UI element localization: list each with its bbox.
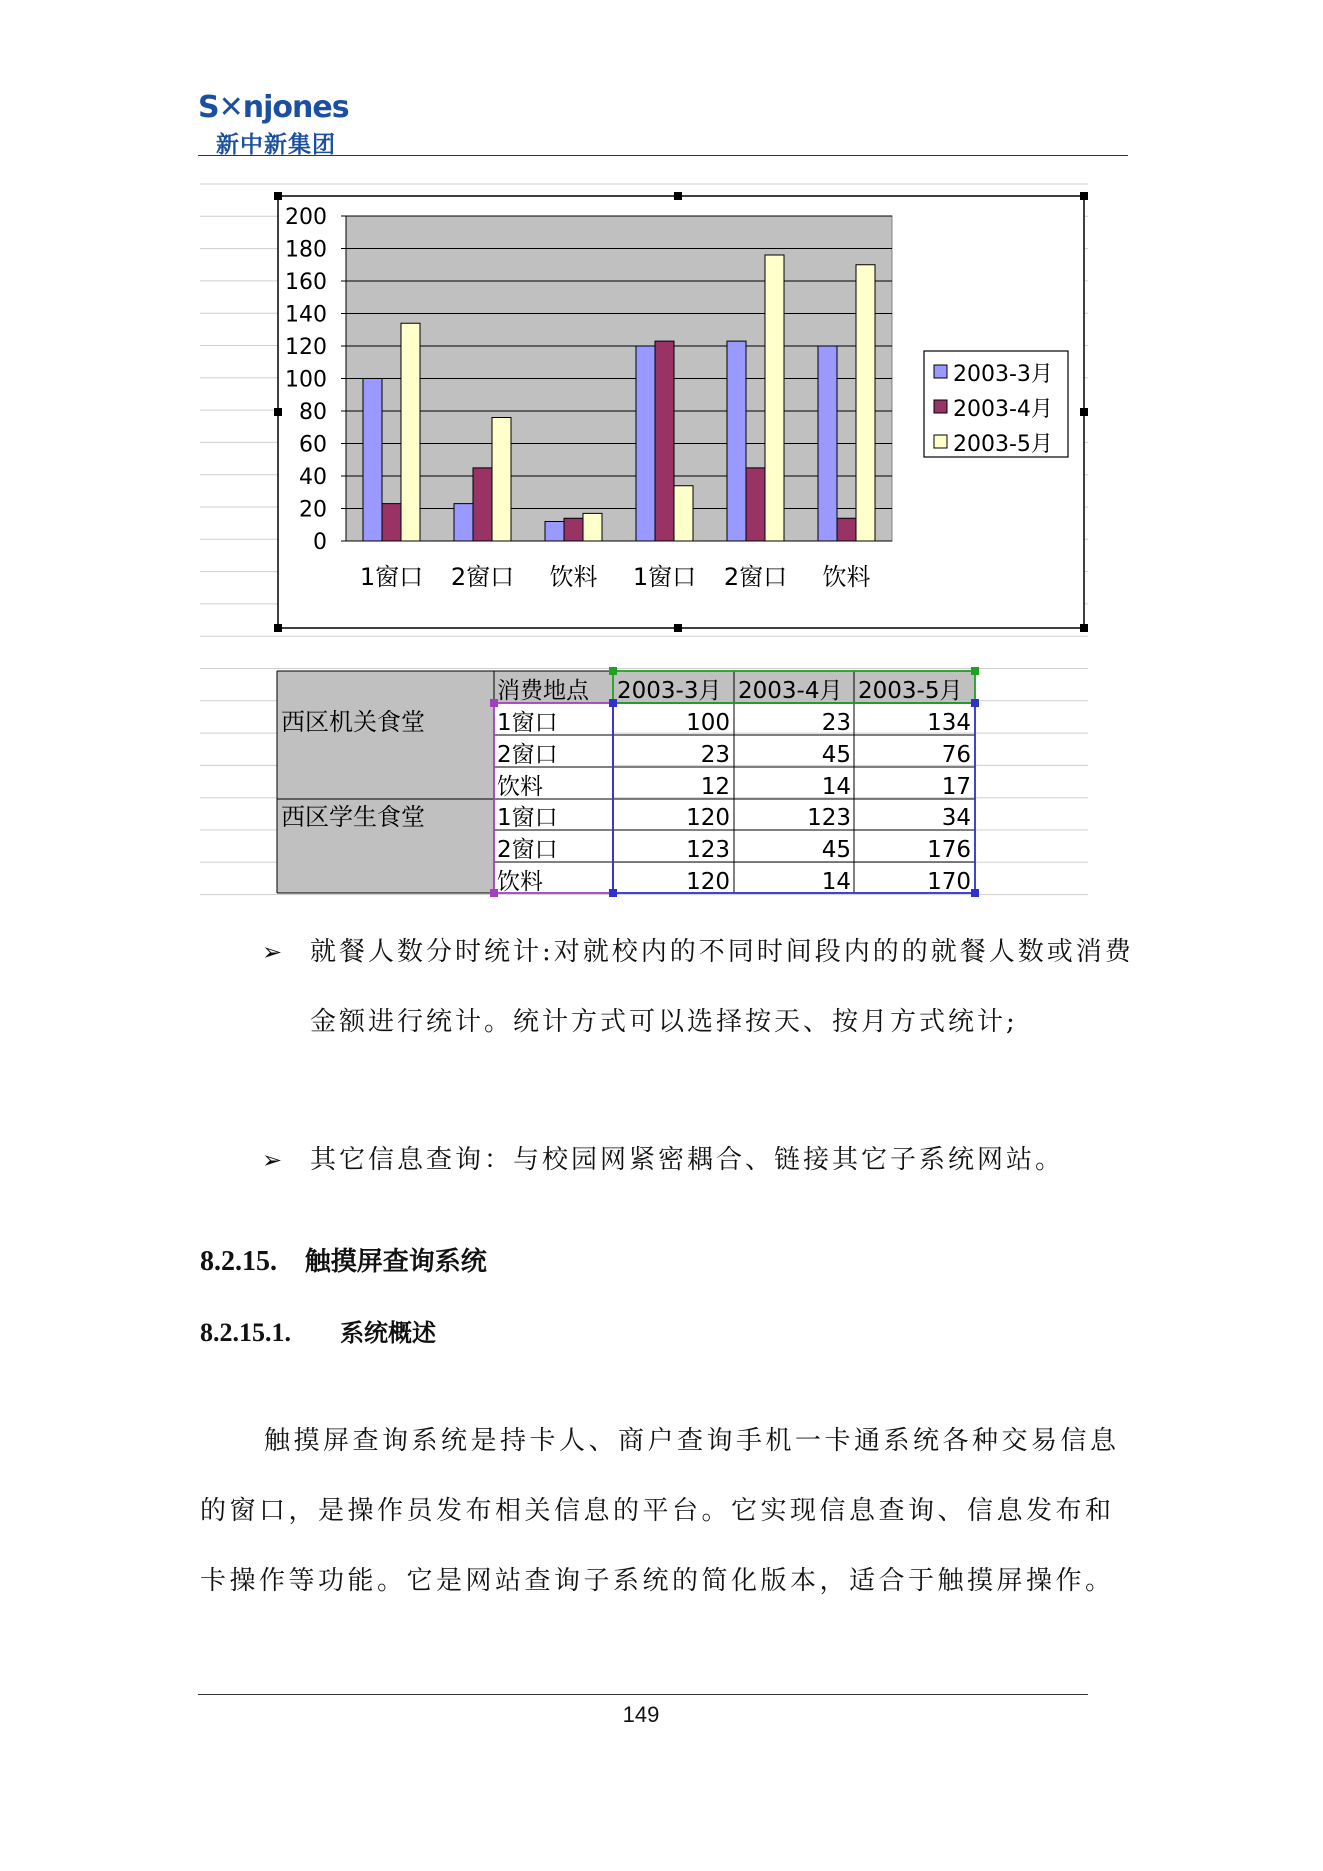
section-title: 触摸屏查询系统	[304, 1247, 487, 1277]
table-value-cell: 14	[821, 869, 851, 895]
table-place-cell: 饮料	[497, 774, 543, 800]
table-place-cell: 饮料	[497, 869, 543, 895]
table-value-cell: 17	[941, 774, 971, 800]
table-value-cell: 134	[927, 710, 971, 736]
company-logo-chinese: 新中新集团	[216, 132, 336, 158]
table-place-cell: 2窗口	[497, 837, 558, 863]
selection-handle	[274, 408, 282, 416]
range-handle	[971, 889, 979, 897]
bar	[837, 518, 856, 541]
bullet-item-other-query	[262, 1125, 1142, 1195]
y-tick-label: 60	[299, 432, 327, 458]
y-tick-label: 180	[285, 237, 327, 263]
x-tick-label: 2窗口	[450, 563, 515, 591]
x-tick-label: 饮料	[549, 563, 598, 591]
legend-swatch-april	[934, 400, 947, 413]
bullet-text: 其它信息查询：与校园网紧密耦合、链接其它子系统网站。	[310, 1145, 1065, 1175]
page-number: 149	[622, 1702, 660, 1727]
table-header-may: 2003-5月	[858, 678, 963, 704]
bar	[765, 255, 784, 541]
table-header-place: 消费地点	[497, 678, 589, 704]
table-value-cell: 123	[686, 837, 730, 863]
section-heading	[200, 1241, 487, 1278]
legend-swatch-may	[934, 435, 947, 448]
x-tick-label: 1窗口	[359, 563, 424, 591]
bar	[473, 468, 492, 541]
footer-rule	[198, 1694, 1088, 1695]
table-group-label: 西区机关食堂	[281, 708, 425, 736]
x-tick-label: 1窗口	[632, 563, 697, 591]
table-header-april: 2003-4月	[738, 678, 843, 704]
y-tick-label: 40	[299, 465, 327, 490]
arrow-bullet-icon: ➢	[262, 938, 283, 966]
bar	[564, 518, 583, 541]
range-handle	[971, 699, 979, 707]
table-value-cell: 23	[821, 710, 851, 736]
subsection-number: 8.2.15.1.	[200, 1318, 291, 1347]
table-value-cell: 34	[941, 805, 971, 831]
company-logo-english: S✕njones	[198, 90, 349, 125]
bullet-item-meal-statistics	[262, 917, 1142, 1057]
bar	[363, 379, 382, 542]
bar	[674, 486, 693, 541]
table-value-cell: 100	[686, 710, 730, 736]
bar	[492, 418, 511, 542]
table-value-cell: 176	[927, 837, 971, 863]
y-tick-label: 160	[285, 270, 327, 295]
range-handle	[609, 699, 617, 707]
selection-handle	[1080, 624, 1088, 632]
arrow-bullet-icon: ➢	[262, 1146, 283, 1174]
selection-handle	[274, 624, 282, 632]
table-value-cell: 14	[821, 774, 851, 800]
bar	[655, 341, 674, 541]
selection-handle	[1080, 192, 1088, 200]
legend-label-march: 2003-3月	[953, 362, 1053, 387]
x-tick-label: 2窗口	[723, 563, 788, 591]
bar	[636, 346, 655, 541]
y-tick-label: 140	[285, 302, 327, 328]
x-tick-label: 饮料	[822, 563, 871, 591]
bar	[856, 265, 875, 541]
range-handle	[609, 667, 617, 675]
table-value-cell: 120	[686, 805, 730, 831]
bar	[545, 522, 564, 542]
table-value-cell: 120	[686, 869, 730, 895]
selection-handle	[1080, 408, 1088, 416]
body-paragraph: 触摸屏查询系统是持卡人、商户查询手机一卡通系统各种交易信息的窗口，是操作员发布相关信息的平台。它实现信息查询、信息发布和卡操作等功能。它是网站查询子系统的简化版本，适合于触摸屏操作。	[200, 1426, 1120, 1596]
selection-handle	[674, 624, 682, 632]
chart-legend	[924, 351, 1068, 457]
table-value-cell: 23	[700, 742, 730, 768]
range-handle	[971, 667, 979, 675]
legend-swatch-march	[934, 365, 947, 378]
table-value-cell: 76	[941, 742, 971, 768]
table-value-cell: 45	[821, 837, 851, 863]
subsection-heading	[200, 1313, 436, 1348]
legend-label-may: 2003-5月	[953, 432, 1053, 457]
y-tick-label: 0	[313, 530, 327, 555]
selection-handle	[674, 192, 682, 200]
y-tick-label: 120	[285, 335, 327, 360]
bar	[454, 504, 473, 541]
table-value-cell: 170	[927, 869, 971, 895]
table-place-cell: 1窗口	[497, 710, 558, 736]
legend-label-april: 2003-4月	[953, 397, 1053, 422]
table-value-cell: 45	[821, 742, 851, 768]
bar	[583, 513, 602, 541]
selection-handle	[274, 192, 282, 200]
chart-and-table	[0, 0, 1323, 910]
bullet-text: 就餐人数分时统计:对就校内的不同时间段内的的就餐人数或消费金额进行统计。统计方式可以选择按天、按月方式统计;	[310, 937, 1134, 1037]
bar	[382, 504, 401, 541]
range-handle	[609, 889, 617, 897]
table-group-label: 西区学生食堂	[281, 803, 425, 831]
y-tick-label: 100	[285, 367, 327, 393]
table-header-march: 2003-3月	[617, 678, 722, 704]
data-table	[277, 667, 979, 897]
bar	[746, 468, 765, 541]
bar	[818, 346, 837, 541]
subsection-title: 系统概述	[340, 1318, 437, 1347]
y-tick-label: 20	[299, 497, 327, 523]
table-value-cell: 123	[807, 805, 851, 831]
bar	[401, 323, 420, 541]
section-number: 8.2.15.	[200, 1246, 277, 1277]
y-tick-label: 80	[299, 400, 327, 425]
bar	[727, 341, 746, 541]
table-value-cell: 12	[700, 774, 730, 800]
y-tick-label: 200	[285, 205, 327, 230]
table-place-cell: 2窗口	[497, 742, 558, 768]
table-place-cell: 1窗口	[497, 805, 558, 831]
